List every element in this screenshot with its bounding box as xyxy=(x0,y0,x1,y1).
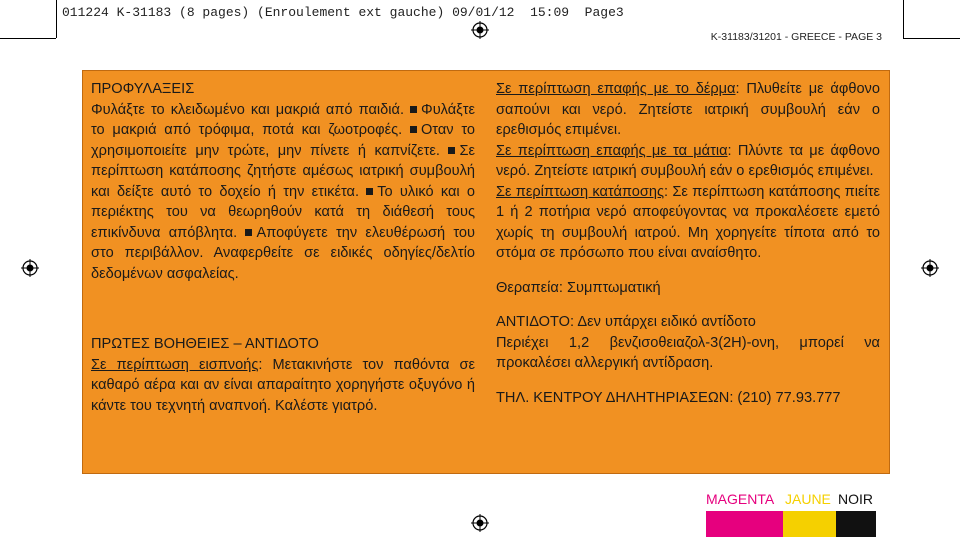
crop-mark xyxy=(56,0,57,38)
bullet-square-icon xyxy=(410,106,417,113)
left-column xyxy=(91,79,475,416)
registration-mark-icon xyxy=(21,259,39,277)
crop-mark xyxy=(0,38,56,39)
registration-mark-icon xyxy=(471,21,489,39)
inhalation-text: Σε περίπτωση εισπνοής: Μετακινήστε τον παθόντα σε καθαρό αέρα και αν είναι απαραίτητο χορηγήστε οξυγόνο ή κάντε του τεχνητή αναπνοή. Καλέστε γιατρό. xyxy=(91,356,475,414)
right-column xyxy=(496,79,880,408)
registration-mark-icon xyxy=(471,514,489,532)
swatch-yellow xyxy=(783,511,836,537)
swatch-black xyxy=(836,511,876,537)
poison-center-text: ΤΗΛ. ΚΕΝΤΡΟΥ ΔΗΛΗΤΗΡΙΑΣΕΩΝ: (210) 77.93.777 xyxy=(496,389,841,406)
bullet-square-icon xyxy=(410,126,417,133)
spacer xyxy=(496,374,880,388)
spacer xyxy=(91,314,475,334)
spacer xyxy=(496,264,880,278)
page-reference: K-31183/31201 - GREECE - PAGE 3 xyxy=(710,31,882,43)
spacer xyxy=(496,298,880,312)
spacer xyxy=(91,284,475,314)
crop-mark xyxy=(903,0,904,38)
registration-mark-icon xyxy=(921,259,939,277)
therapy-text: Θεραπεία: Συμπτωματική xyxy=(496,279,661,296)
print-slug: 011224 K-31183 (8 pages) (Enroulement ext gauche) 09/01/12 15:09 Page3 xyxy=(62,5,624,20)
bullet-square-icon xyxy=(366,188,373,195)
skin-contact-text: Σε περίπτωση επαφής με το δέρμα: Πλυθείτε με άφθονο σαπούνι και νερό. Ζητείστε ιατρική συμβουλή εάν ο ερεθισμός επιμένει. xyxy=(496,81,880,138)
bullet-square-icon xyxy=(448,147,455,154)
crop-mark xyxy=(903,38,960,39)
color-label-noir: NOIR xyxy=(838,491,873,507)
label-panel xyxy=(82,70,890,474)
color-label-jaune: JAUNE xyxy=(785,491,831,507)
antidote-text: ΑΝΤΙΔΟΤΟ: Δεν υπάρχει ειδικό αντίδοτο xyxy=(496,314,756,330)
color-label-magenta: MAGENTA xyxy=(706,491,775,507)
swatch-magenta xyxy=(706,511,783,537)
ingestion-text: Σε περίπτωση κατάποσης: Σε περίπτωση κατάποσης πιείτε 1 ή 2 ποτήρια νερό αποφεύγοντας να προκαλέσετε εμετό χωρίς τη συμβουλή ιατρού. Μη χορηγείτε τίποτα από το στόμα σε πρόσωπο που είναι αναίσθητο. xyxy=(496,183,880,261)
first-aid-title: ΠΡΩΤΕΣ ΒΟΗΘΕΙΕΣ – ΑΝΤΙΔΟΤΟ xyxy=(91,336,319,352)
contains-text: Περιέχει 1,2 βενζισοθειαζολ-3(2H)-ονη, μπορεί να προκαλέσει αλλεργική αντίδραση. xyxy=(496,334,880,371)
eye-contact-text: Σε περίπτωση επαφής με τα μάτια: Πλύντε τα με άφθονο νερό. Ζητείστε ιατρική συμβουλή εάν ο ερεθισμός επιμένει. xyxy=(496,142,880,179)
bullet-square-icon xyxy=(245,229,252,236)
precautions-text: Φυλάξτε το κλειδωμένο και μακριά από παιδιά. Φυλάξτε το μακριά από τρόφιμα, ποτά και ζωοτροφές. Οταν το χρησιμοποιείτε μην τρώτε, μην πίνετε ή καπνίζετε. Σε περίπτωση κατάποσης ζητήστε αμέσως ιατρική συμβουλή και δείξτε αυτό το δοχείο ή την ετικέτα. Το υλικό και ο περιέκτης του να θεωρηθούν κατά τη διάθεσή τους επικίνδυνα απόβλητα. Αποφύγετε την ελευθέρωσή του στο περιβάλλον. Αναφερθείτε σε ειδικές οδηγίες/δελτίο δεδομένων ασφαλείας. xyxy=(91,101,476,282)
precautions-title: ΠΡΟΦΥΛΑΞΕΙΣ xyxy=(91,81,195,97)
